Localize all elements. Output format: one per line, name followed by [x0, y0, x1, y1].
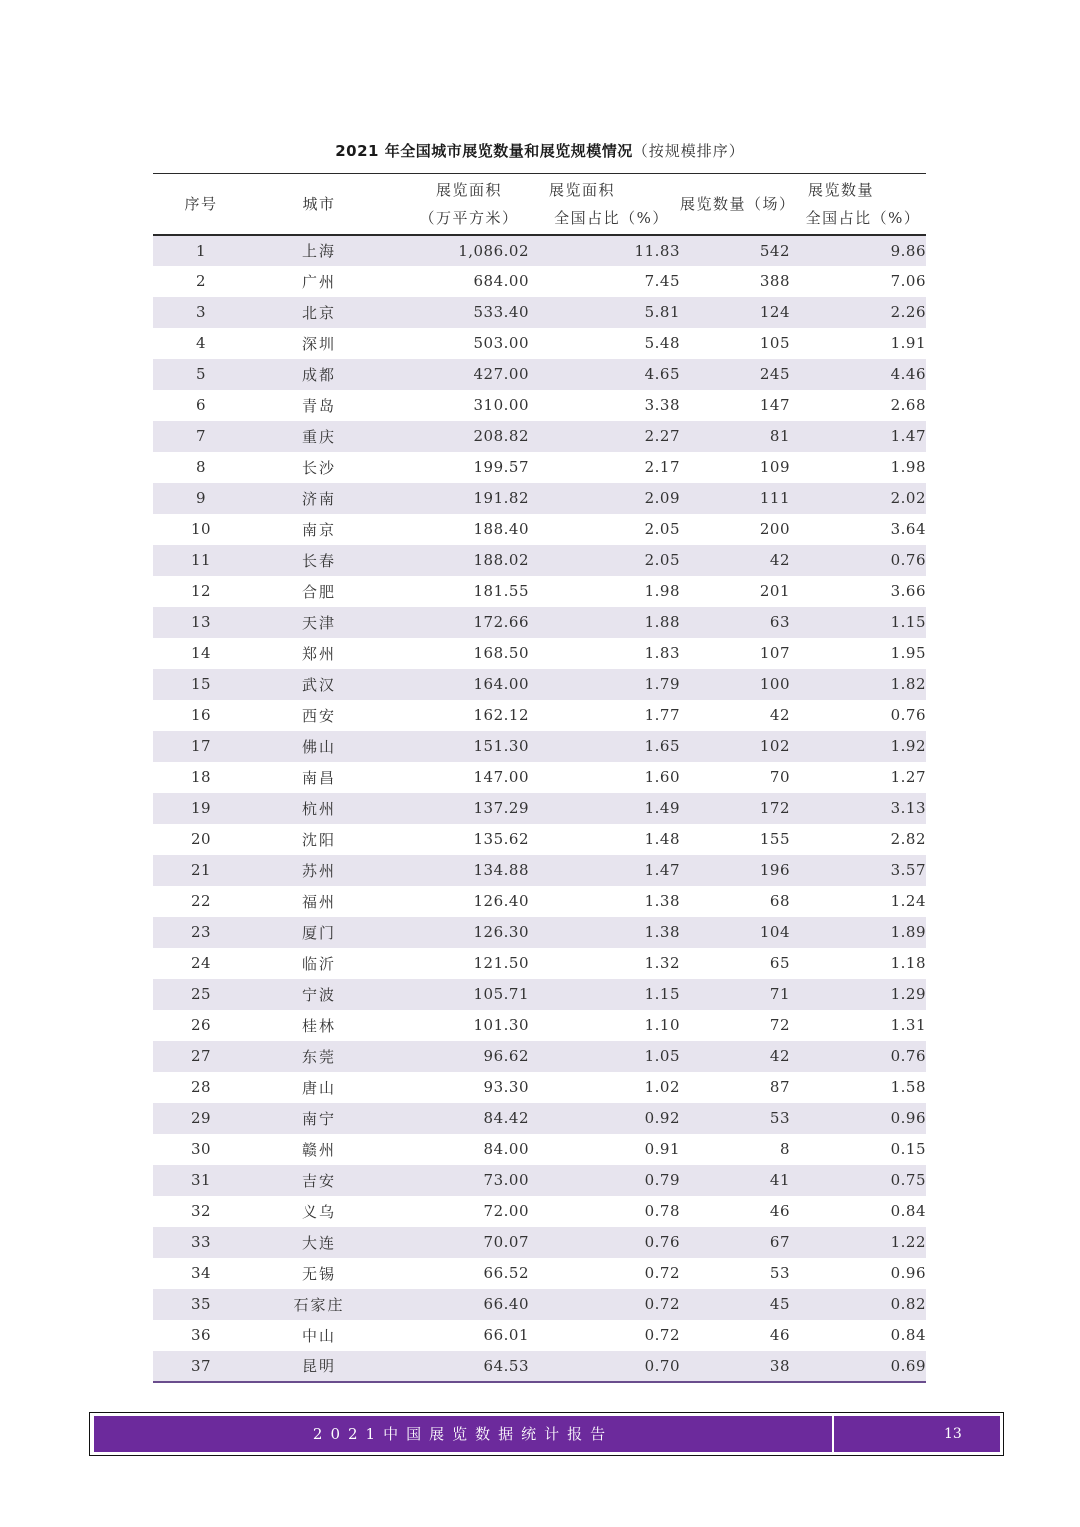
table-row [153, 1289, 926, 1320]
cell-rank: 14 [190, 644, 212, 662]
cell-city: 沈阳 [301, 830, 336, 849]
cell-city: 福州 [301, 892, 336, 911]
cell-count-share: 0.84 [890, 1326, 926, 1344]
cell-rank: 18 [190, 768, 212, 786]
cell-count: 68 [769, 892, 790, 910]
cell-count-share: 7.06 [890, 272, 926, 290]
table-row [153, 514, 926, 545]
cell-area: 101.30 [473, 1016, 529, 1034]
cell-count-share: 1.89 [890, 923, 926, 941]
table-row [153, 948, 926, 979]
cell-rank: 34 [190, 1264, 212, 1282]
cell-count: 46 [769, 1326, 790, 1344]
cell-rank: 24 [190, 954, 212, 972]
table-row [153, 793, 926, 824]
cell-area: 84.00 [483, 1140, 529, 1158]
cell-count-share: 1.29 [890, 985, 926, 1003]
cell-area: 172.66 [473, 613, 529, 631]
cell-area: 84.42 [483, 1109, 529, 1127]
cell-rank: 27 [190, 1047, 212, 1065]
table-row [153, 483, 926, 514]
cell-count-share: 0.84 [890, 1202, 926, 1220]
cell-rank: 30 [190, 1140, 212, 1158]
table-row [153, 1103, 926, 1134]
cell-city: 合肥 [301, 582, 336, 601]
cell-rank: 8 [195, 458, 207, 476]
table-row [153, 359, 926, 390]
cell-count-share: 3.13 [890, 799, 926, 817]
header-area-share [529, 174, 680, 235]
cell-count-share: 2.02 [890, 489, 926, 507]
cell-count: 45 [769, 1295, 790, 1313]
table-header [153, 174, 926, 235]
cell-city: 青岛 [301, 396, 336, 415]
cell-city: 东莞 [301, 1047, 336, 1066]
cell-area: 96.62 [483, 1047, 529, 1065]
cell-area: 105.71 [473, 985, 529, 1003]
cell-rank: 6 [195, 396, 207, 414]
cell-count: 388 [759, 272, 790, 290]
cell-count: 200 [759, 520, 790, 538]
table-row [153, 669, 926, 700]
cell-city: 广州 [301, 272, 336, 291]
cell-count: 109 [759, 458, 790, 476]
cell-count: 111 [759, 489, 790, 507]
cell-area: 135.62 [473, 830, 529, 848]
cell-area: 188.40 [473, 520, 529, 538]
cell-count: 63 [769, 613, 790, 631]
cell-count: 102 [759, 737, 790, 755]
table-row [153, 886, 926, 917]
cell-rank: 36 [190, 1326, 212, 1344]
cell-rank: 9 [195, 489, 207, 507]
cell-city: 义乌 [301, 1202, 336, 1221]
cell-count-share: 1.95 [890, 644, 926, 662]
table-title-note: （按规模排序） [632, 142, 745, 160]
cell-count: 42 [769, 551, 790, 569]
header-count-share-line1: 展览数量 [808, 180, 875, 199]
cell-area-share: 2.05 [644, 520, 680, 538]
header-count-share-line2: 全国占比（%） [805, 208, 921, 227]
cell-count: 65 [769, 954, 790, 972]
cell-city: 石家庄 [293, 1295, 345, 1314]
city-exhibition-table [153, 173, 926, 1383]
cell-count-share: 1.92 [890, 737, 926, 755]
cell-count-share: 3.66 [890, 582, 926, 600]
cell-area: 162.12 [473, 706, 529, 724]
cell-area-share: 1.48 [644, 830, 680, 848]
cell-rank: 5 [195, 365, 207, 383]
cell-city: 济南 [301, 489, 336, 508]
table-row [153, 576, 926, 607]
cell-rank: 20 [190, 830, 212, 848]
cell-city: 重庆 [301, 427, 336, 446]
cell-rank: 11 [190, 551, 212, 569]
cell-area-share: 3.38 [644, 396, 680, 414]
table-row [153, 731, 926, 762]
cell-area: 73.00 [483, 1171, 529, 1189]
cell-count-share: 0.96 [890, 1109, 926, 1127]
table-row [153, 235, 926, 266]
cell-area-share: 1.98 [644, 582, 680, 600]
cell-count-share: 4.46 [890, 365, 926, 383]
header-area-share-line2: 全国占比（%） [554, 208, 669, 227]
cell-area-share: 1.05 [644, 1047, 680, 1065]
cell-area: 164.00 [473, 675, 529, 693]
cell-area-share: 1.79 [644, 675, 680, 693]
cell-area: 66.40 [483, 1295, 529, 1313]
cell-city: 西安 [301, 706, 336, 725]
cell-count-share: 1.18 [890, 954, 926, 972]
header-area-share-line1: 展览面积 [549, 180, 616, 199]
cell-city: 苏州 [301, 861, 336, 880]
cell-city: 深圳 [301, 334, 336, 353]
cell-rank: 37 [190, 1356, 212, 1375]
cell-area: 134.88 [473, 861, 529, 879]
page-number: 13 [944, 1426, 962, 1442]
footer-report-title: 2021中国展览数据统计报告 [312, 1425, 614, 1443]
cell-area: 199.57 [473, 458, 529, 476]
cell-area: 147.00 [473, 768, 529, 786]
cell-area: 137.29 [473, 799, 529, 817]
cell-rank: 16 [190, 706, 212, 724]
footer-divider [832, 1416, 834, 1452]
cell-count: 72 [769, 1016, 790, 1034]
cell-area: 70.07 [483, 1233, 529, 1251]
cell-rank: 21 [190, 861, 212, 879]
cell-area-share: 0.91 [644, 1140, 680, 1158]
cell-city: 杭州 [301, 799, 336, 818]
cell-count: 38 [769, 1356, 790, 1375]
table-row [153, 700, 926, 731]
cell-area: 126.40 [473, 892, 529, 910]
cell-city: 南宁 [301, 1109, 336, 1128]
cell-rank: 33 [190, 1233, 212, 1251]
cell-count-share: 1.31 [890, 1016, 926, 1034]
cell-count: 46 [769, 1202, 790, 1220]
cell-city: 长春 [301, 551, 336, 570]
cell-area: 66.01 [483, 1326, 529, 1344]
cell-area-share: 0.79 [644, 1171, 680, 1189]
cell-area-share: 4.65 [644, 365, 680, 383]
table-row [153, 1258, 926, 1289]
cell-area: 64.53 [483, 1356, 529, 1375]
table-row [153, 1010, 926, 1041]
table-row [153, 1196, 926, 1227]
table-row [153, 607, 926, 638]
cell-city: 唐山 [301, 1078, 336, 1097]
cell-rank: 15 [190, 675, 212, 693]
cell-area: 126.30 [473, 923, 529, 941]
cell-area: 208.82 [473, 427, 529, 445]
cell-count-share: 0.76 [890, 706, 926, 724]
cell-area: 151.30 [473, 737, 529, 755]
cell-city: 临沂 [301, 954, 336, 973]
cell-area-share: 0.72 [644, 1295, 680, 1313]
cell-count: 104 [759, 923, 790, 941]
table-row [153, 1351, 926, 1382]
cell-rank: 31 [190, 1171, 212, 1189]
cell-rank: 32 [190, 1202, 212, 1220]
cell-count: 53 [769, 1109, 790, 1127]
table-row [153, 855, 926, 886]
cell-city: 佛山 [301, 737, 336, 756]
cell-city: 天津 [301, 613, 336, 632]
cell-area-share: 0.78 [644, 1202, 680, 1220]
cell-area-share: 5.81 [644, 303, 680, 321]
cell-count: 107 [759, 644, 790, 662]
cell-count-share: 3.64 [890, 520, 926, 538]
table-row [153, 452, 926, 483]
cell-count: 100 [759, 675, 790, 693]
cell-rank: 19 [190, 799, 212, 817]
cell-area-share: 1.83 [644, 644, 680, 662]
cell-count: 201 [759, 582, 790, 600]
cell-city: 吉安 [301, 1171, 336, 1190]
cell-count-share: 9.86 [890, 241, 926, 260]
table-row [153, 390, 926, 421]
cell-area: 93.30 [483, 1078, 529, 1096]
header-area-line2: （万平方米） [419, 208, 519, 227]
cell-rank: 1 [195, 241, 207, 260]
cell-area-share: 1.88 [644, 613, 680, 631]
cell-count-share: 1.15 [890, 613, 926, 631]
table-row [153, 328, 926, 359]
cell-area-share: 1.49 [644, 799, 680, 817]
cell-rank: 10 [190, 520, 212, 538]
cell-area-share: 1.38 [644, 892, 680, 910]
cell-count-share: 0.76 [890, 1047, 926, 1065]
cell-area-share: 0.72 [644, 1264, 680, 1282]
cell-count: 87 [769, 1078, 790, 1096]
cell-area: 121.50 [473, 954, 529, 972]
cell-city: 宁波 [301, 985, 336, 1004]
cell-city: 大连 [301, 1233, 336, 1252]
table-row [153, 1072, 926, 1103]
cell-rank: 35 [190, 1295, 212, 1313]
cell-count-share: 0.15 [890, 1140, 926, 1158]
cell-area-share: 1.02 [644, 1078, 680, 1096]
cell-city: 昆明 [301, 1357, 336, 1375]
cell-city: 上海 [301, 242, 336, 260]
cell-count-share: 1.82 [890, 675, 926, 693]
cell-count: 71 [769, 985, 790, 1003]
cell-count-share: 0.96 [890, 1264, 926, 1282]
cell-count-share: 1.98 [890, 458, 926, 476]
cell-area: 191.82 [473, 489, 529, 507]
cell-rank: 4 [195, 334, 207, 352]
table-row [153, 421, 926, 452]
cell-count-share: 1.22 [890, 1233, 926, 1251]
cell-area-share: 0.76 [644, 1233, 680, 1251]
cell-area-share: 2.05 [644, 551, 680, 569]
cell-area-share: 11.83 [634, 241, 680, 260]
cell-area-share: 1.65 [644, 737, 680, 755]
cell-count-share: 0.76 [890, 551, 926, 569]
cell-count: 105 [759, 334, 790, 352]
cell-count: 245 [759, 365, 790, 383]
cell-count: 41 [769, 1171, 790, 1189]
cell-rank: 12 [190, 582, 212, 600]
table-row [153, 297, 926, 328]
header-area-line1: 展览面积 [435, 180, 502, 199]
cell-area-share: 1.10 [644, 1016, 680, 1034]
table-row [153, 1165, 926, 1196]
cell-city: 桂林 [301, 1016, 336, 1035]
table-row [153, 1227, 926, 1258]
cell-area-share: 0.92 [644, 1109, 680, 1127]
cell-count: 42 [769, 1047, 790, 1065]
cell-area: 168.50 [473, 644, 529, 662]
cell-count: 53 [769, 1264, 790, 1282]
cell-city: 北京 [301, 303, 336, 322]
cell-area-share: 1.60 [644, 768, 680, 786]
cell-area: 427.00 [473, 365, 529, 383]
table-row [153, 1320, 926, 1351]
header-area [389, 174, 529, 235]
table-row [153, 762, 926, 793]
cell-count: 542 [759, 241, 790, 260]
cell-city: 厦门 [301, 923, 336, 942]
cell-area-share: 2.17 [644, 458, 680, 476]
cell-area: 188.02 [473, 551, 529, 569]
table-row [153, 545, 926, 576]
cell-count-share: 1.24 [890, 892, 926, 910]
table-row [153, 1134, 926, 1165]
table-title [0, 140, 1080, 161]
cell-city: 赣州 [301, 1140, 336, 1159]
header-city: 城市 [302, 194, 336, 213]
cell-count-share: 3.57 [890, 861, 926, 879]
header-count: 展览数量（场） [680, 194, 796, 213]
table-row [153, 638, 926, 669]
table-row [153, 917, 926, 948]
cell-city: 无锡 [301, 1264, 336, 1283]
cell-area-share: 2.27 [644, 427, 680, 445]
cell-count: 81 [769, 427, 790, 445]
cell-city: 武汉 [301, 675, 336, 694]
cell-count-share: 2.68 [890, 396, 926, 414]
cell-count: 70 [769, 768, 790, 786]
cell-city: 南京 [301, 520, 336, 539]
cell-rank: 25 [190, 985, 212, 1003]
cell-count: 67 [769, 1233, 790, 1251]
cell-area: 310.00 [473, 396, 529, 414]
table-row [153, 1041, 926, 1072]
cell-count-share: 1.91 [890, 334, 926, 352]
cell-area: 1,086.02 [458, 241, 529, 260]
cell-count: 124 [759, 303, 790, 321]
cell-count: 155 [759, 830, 790, 848]
cell-count-share: 0.82 [890, 1295, 926, 1313]
cell-rank: 23 [190, 923, 212, 941]
cell-area-share: 1.77 [644, 706, 680, 724]
cell-area: 503.00 [473, 334, 529, 352]
cell-count: 42 [769, 706, 790, 724]
cell-area-share: 1.47 [644, 861, 680, 879]
cell-count: 147 [759, 396, 790, 414]
cell-area-share: 1.32 [644, 954, 680, 972]
cell-area-share: 0.72 [644, 1326, 680, 1344]
cell-area-share: 1.15 [644, 985, 680, 1003]
table-row [153, 979, 926, 1010]
cell-rank: 17 [190, 737, 212, 755]
cell-city: 南昌 [301, 768, 336, 787]
cell-count-share: 1.47 [890, 427, 926, 445]
cell-area-share: 0.70 [644, 1356, 680, 1375]
cell-rank: 28 [190, 1078, 212, 1096]
cell-rank: 3 [195, 303, 207, 321]
cell-rank: 26 [190, 1016, 212, 1034]
city-exhibition-table-container [153, 173, 926, 1383]
cell-rank: 29 [190, 1109, 212, 1127]
cell-city: 郑州 [301, 644, 336, 663]
cell-city: 中山 [301, 1326, 336, 1345]
cell-area-share: 2.09 [644, 489, 680, 507]
cell-area-share: 5.48 [644, 334, 680, 352]
cell-count-share: 2.82 [890, 830, 926, 848]
cell-rank: 7 [195, 427, 207, 445]
cell-area: 684.00 [473, 272, 529, 290]
cell-area-share: 1.38 [644, 923, 680, 941]
cell-city: 长沙 [301, 458, 336, 477]
cell-rank: 13 [190, 613, 212, 631]
cell-count-share: 0.75 [890, 1171, 926, 1189]
header-count-share [790, 174, 926, 235]
table-row [153, 266, 926, 297]
cell-rank: 2 [195, 272, 207, 290]
cell-count: 8 [779, 1140, 790, 1158]
cell-rank: 22 [190, 892, 212, 910]
cell-count: 196 [759, 861, 790, 879]
cell-area: 181.55 [473, 582, 529, 600]
cell-area: 72.00 [483, 1202, 529, 1220]
footer-bar [94, 1416, 1000, 1452]
header-rank: 序号 [184, 194, 218, 213]
table-row [153, 824, 926, 855]
cell-count-share: 0.69 [890, 1356, 926, 1375]
cell-count-share: 1.58 [890, 1078, 926, 1096]
cell-area-share: 7.45 [644, 272, 680, 290]
cell-area: 66.52 [483, 1264, 529, 1282]
cell-count-share: 1.27 [890, 768, 926, 786]
cell-count-share: 2.26 [890, 303, 926, 321]
table-title-main: 2021 年全国城市展览数量和展览规模情况 [335, 142, 633, 160]
cell-area: 533.40 [473, 303, 529, 321]
cell-city: 成都 [301, 365, 336, 384]
cell-count: 172 [759, 799, 790, 817]
table-body [153, 235, 926, 1382]
